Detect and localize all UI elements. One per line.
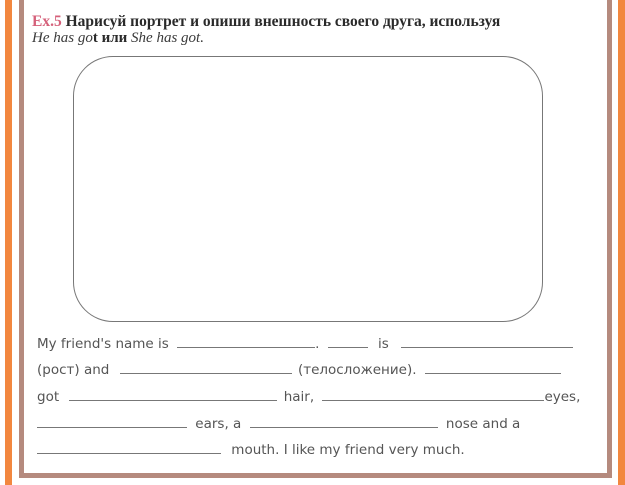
phrase-she-has-got: She has got.	[131, 30, 204, 46]
fill-line-1-text-1: My friend's name is	[37, 336, 169, 352]
blank-hair[interactable]	[69, 390, 277, 401]
fill-line-1	[37, 336, 573, 352]
frame-outer-left	[5, 0, 12, 485]
fill-line-1-text-2: .	[315, 336, 320, 352]
fill-line-1-text-3: is	[378, 336, 389, 352]
blank-build[interactable]	[120, 363, 292, 374]
blank-friend-name[interactable]	[177, 337, 315, 348]
fill-line-2-text-2: (телосложение).	[297, 362, 417, 378]
exercise-number: Ex.5	[32, 13, 62, 30]
heading-line-1	[32, 13, 500, 30]
blank-pronoun[interactable]	[328, 337, 368, 348]
exercise-instruction: Нарисуй портрет и опиши внешность своего друга, используя	[65, 13, 501, 30]
fill-line-3-text-1: got	[37, 389, 60, 405]
blank-height[interactable]	[401, 337, 573, 348]
frame-inner-bottom	[19, 473, 612, 478]
blank-has-got-pronoun[interactable]	[425, 363, 561, 374]
fill-line-2-text-1: (рост) and	[37, 362, 110, 378]
fill-line-4-text-1: ears, a	[195, 416, 242, 432]
blank-ears[interactable]	[37, 417, 187, 428]
frame-inner-left	[19, 0, 24, 478]
blank-nose[interactable]	[250, 417, 438, 428]
fill-line-4	[37, 416, 520, 432]
phrase-he-has-got-t: t	[92, 30, 98, 46]
exercise-heading	[32, 13, 500, 47]
blank-eyes[interactable]	[322, 390, 544, 401]
fill-line-3-text-3: eyes,	[544, 389, 581, 405]
fill-line-2	[37, 362, 561, 378]
connector-or: или	[101, 30, 128, 46]
blank-mouth[interactable]	[37, 443, 221, 454]
portrait-drawing-area[interactable]	[73, 56, 543, 322]
frame-inner-right	[607, 0, 612, 478]
fill-line-5-text-1: mouth. I like my friend very much.	[231, 442, 465, 458]
fill-line-3-text-2: hair,	[283, 389, 315, 405]
frame-outer-right	[618, 0, 625, 485]
phrase-he-has-got: He has go	[32, 30, 93, 46]
fill-line-5	[37, 442, 465, 458]
fill-line-4-text-2: nose and a	[445, 416, 521, 432]
heading-line-2	[32, 30, 500, 47]
fill-line-3	[37, 389, 580, 405]
